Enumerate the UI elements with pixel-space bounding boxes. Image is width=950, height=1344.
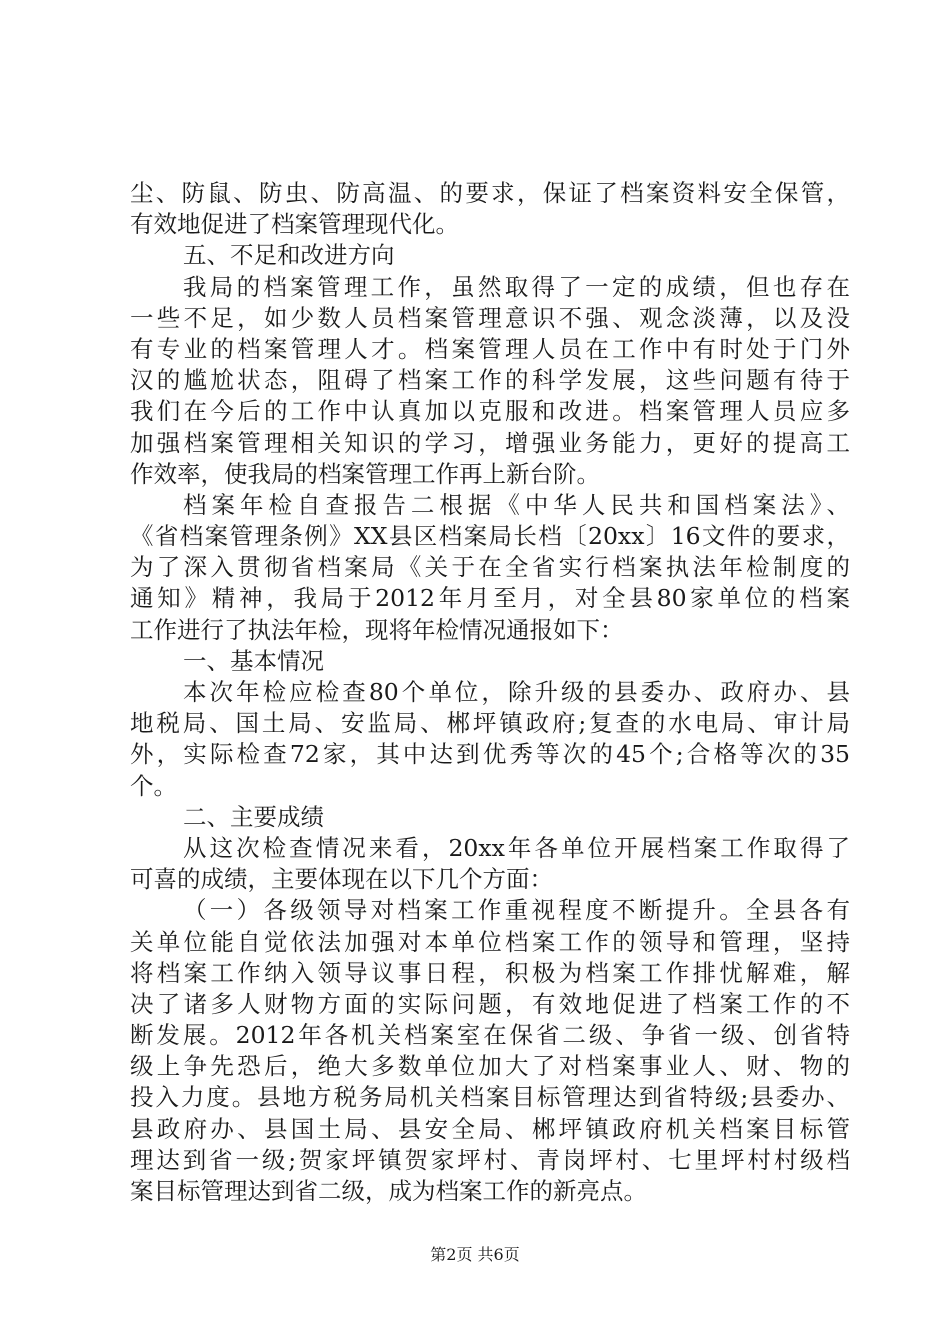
text-line: 个。 xyxy=(130,771,177,800)
text-line: 作效率，使我局的档案管理工作再上新台阶。 xyxy=(130,459,600,488)
text-line: 尘、防鼠、防虫、防高温、的要求，保证了档案资料安全保管， xyxy=(130,179,850,207)
text-line: （一）各级领导对档案工作重视程度不断提升。全县各有 xyxy=(183,896,850,925)
text-line: 决了诸多人财物方面的实际问题，有效地促进了档案工作的不 xyxy=(130,989,850,1018)
text-line: 工作进行了执法年检，现将年检情况通报如下： xyxy=(130,615,624,644)
text-line: 理达到省一级;贺家坪镇贺家坪村、青岗坪村、七里坪村村级档 xyxy=(130,1145,850,1174)
text-line: 案目标管理达到省二级，成为档案工作的新亮点。 xyxy=(130,1177,647,1205)
text-line: 本次年检应检查80个单位，除升级的县委办、政府办、县 xyxy=(183,678,850,706)
text-line: 断发展。2012年各机关档案室在保省二级、争省一级、创省特 xyxy=(130,1021,850,1050)
text-line: 外，实际检查72家，其中达到优秀等次的45个;合格等次的35 xyxy=(130,740,850,769)
text-line: 可喜的成绩，主要体现在以下几个方面： xyxy=(130,865,553,894)
text-line: 一些不足，如少数人员档案管理意识不强、观念淡薄，以及没 xyxy=(130,303,850,332)
text-line: 通知》精神，我局于2012年月至月，对全县80家单位的档案 xyxy=(130,584,850,613)
text-line: 档案年检自查报告二根据《中华人民共和国档案法》、 xyxy=(183,490,850,519)
text-line: 地税局、国土局、安监局、郴坪镇政府;复查的水电局、审计局 xyxy=(130,709,850,738)
text-line: 一、基本情况 xyxy=(183,646,324,675)
text-line: 关单位能自觉依法加强对本单位档案工作的领导和管理，坚持 xyxy=(130,927,850,956)
text-line: 我们在今后的工作中认真加以克服和改进。档案管理人员应多 xyxy=(130,397,850,426)
page-footer: 第2页 共6页 xyxy=(430,1245,520,1264)
text-line: 县政府办、县国土局、县安全局、郴坪镇政府机关档案目标管 xyxy=(130,1114,850,1143)
text-line: 从这次检查情况来看，20xx年各单位开展档案工作取得了 xyxy=(183,833,850,862)
text-line: 《省档案管理条例》XX县区档案局长档〔20xx〕16文件的要求， xyxy=(130,522,850,551)
document-body xyxy=(130,178,850,1207)
text-line: 有效地促进了档案管理现代化。 xyxy=(130,210,459,239)
text-line: 级上争先恐后，绝大多数单位加大了对档案事业人、财、物的 xyxy=(130,1052,850,1081)
text-line: 为了深入贯彻省档案局《关于在全省实行档案执法年检制度的 xyxy=(130,553,850,582)
text-line: 我局的档案管理工作，虽然取得了一定的成绩，但也存在 xyxy=(183,272,850,301)
text-line: 汉的尴尬状态，阻碍了档案工作的科学发展，这些问题有待于 xyxy=(130,366,850,395)
text-line: 投入力度。县地方税务局机关档案目标管理达到省特级;县委办、 xyxy=(130,1083,850,1112)
text-line: 二、主要成绩 xyxy=(183,802,324,831)
text-line: 将档案工作纳入领导议事日程，积极为档案工作排忧解难，解 xyxy=(130,958,850,987)
text-line: 加强档案管理相关知识的学习，增强业务能力，更好的提高工 xyxy=(130,428,850,457)
text-line: 有专业的档案管理人才。档案管理人员在工作中有时处于门外 xyxy=(130,334,850,363)
text-line: 五、不足和改进方向 xyxy=(183,241,395,270)
